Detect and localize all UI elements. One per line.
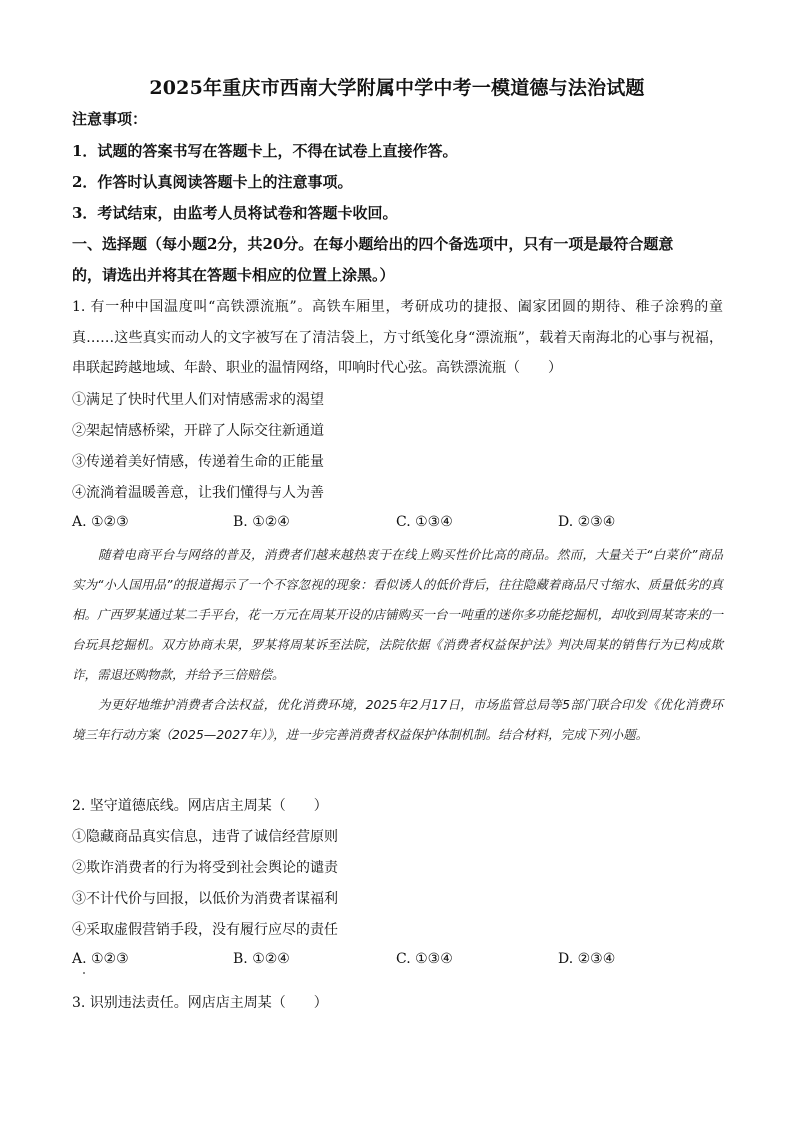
q1-statement-3: ③传递着美好情感，传递着生命的正能量 [72,454,324,470]
question-3-stem: 3. 识别违法责任。网店店主周某（ ） [72,995,328,1011]
section-instruction-line1: 一、选择题（每小题2分，共20分。在每小题给出的四个备选项中，只有一项是最符合题意 [72,235,674,253]
q2-option-a: A. ①②③ [72,951,129,967]
q1-statement-1: ①满足了快时代里人们对情感需求的渴望 [72,392,324,408]
q1-option-d: D. ②③④ [558,514,616,530]
material-paragraph-1: 随着电商平台与网络的普及，消费者们越来越热衷于在线上购买性价比高的商品。然而，大量关于“白菜价”商品实为“小人国用品”的报道揭示了一个不容忽视的现象：看似诱人的低价背后，往往隐藏着商品尺寸缩水、质量低劣的真相。广西罗某通过某二手平台，花一万元在周某开设的店铺购买一台一吨重的迷你多功能挖掘机，却收到周某寄来的一台玩具挖掘机。双方协商未果，罗某将周某诉至法院，法院依据《消费者权益保护法》判决周某的销售行为已构成欺诈，需退还购物款，并给予三倍赔偿。 [72,547,723,682]
q2-option-c: C. ①③④ [396,951,453,967]
q2-option-b: B. ①②④ [233,951,290,967]
q1-option-b: B. ①②④ [233,514,290,530]
notice-heading: 注意事项： [72,110,148,128]
q2-option-d: D. ②③④ [558,951,616,967]
page-title: 2025年重庆市西南大学附属中学中考一模道德与法治试题 [149,77,645,99]
notice-item-2: 2．作答时认真阅读答题卡上的注意事项。 [72,173,353,191]
q1-statement-4: ④流淌着温暖善意，让我们懂得与人为善 [72,485,324,501]
q1-option-c: C. ①③④ [396,514,453,530]
q2-statement-2: ②欺诈消费者的行为将受到社会舆论的谴责 [72,860,338,876]
q2-statement-1: ①隐藏商品真实信息，违背了诚信经营原则 [72,829,338,845]
q2-statement-3: ③不计代价与回报，以低价为消费者谋福利 [72,891,338,907]
scan-dot [83,972,85,974]
material-paragraph-2: 为更好地维护消费者合法权益，优化消费环境，2025年2月17日，市场监管总局等5部门联合印发《优化消费环境三年行动方案（2025—2027年）》，进一步完善消费者权益保护体制机制。结合材料，完成下列小题。 [72,697,723,742]
reading-material [72,540,723,750]
section-instruction-line2: 的，请选出并将其在答题卡相应的位置上涂黑。） [72,266,395,284]
q1-option-a: A. ①②③ [72,514,129,530]
question-1-stem: 1. 有一种中国温度叫“高铁漂流瓶”。高铁车厢里，考研成功的捷报、阖家团圆的期待、稚子涂鸦的童真……这些真实而动人的文字被写在了清洁袋上，方寸纸笺化身“漂流瓶”，载着天南海北的心事与祝福，串联起跨越地域、年龄、职业的温情网络，叩响时代心弦。高铁漂流瓶（ ） [72,299,723,376]
question-2-stem: 2. 坚守道德底线。网店店主周某（ ） [72,798,328,814]
q2-statement-4: ④采取虚假营销手段，没有履行应尽的责任 [72,922,338,938]
notice-item-3: 3．考试结束，由监考人员将试卷和答题卡收回。 [72,204,398,222]
q1-statement-2: ②架起情感桥梁，开辟了人际交往新通道 [72,423,324,439]
notice-item-1: 1．试题的答案书写在答题卡上，不得在试卷上直接作答。 [72,142,458,160]
